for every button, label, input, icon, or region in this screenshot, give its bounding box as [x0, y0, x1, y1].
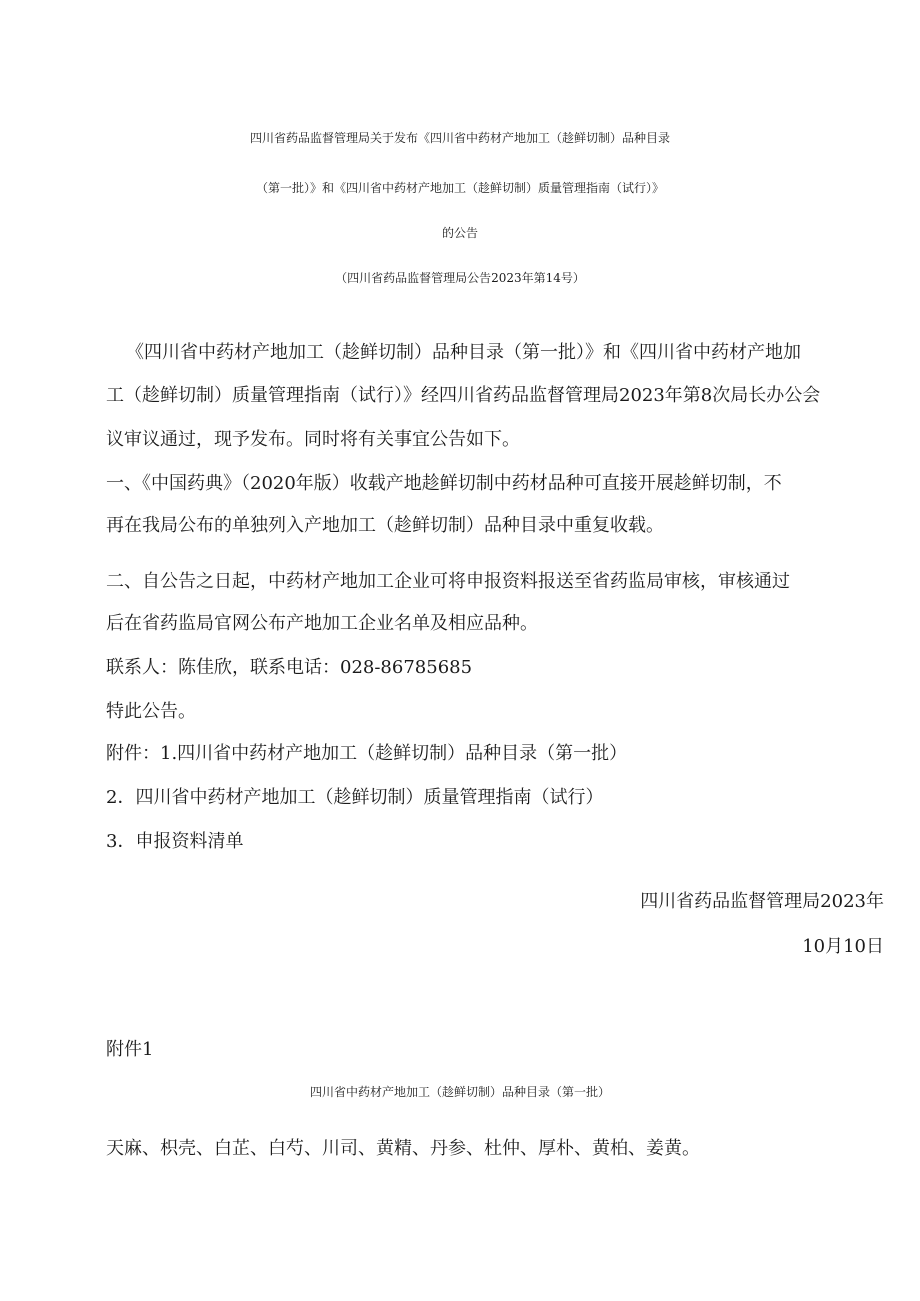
title-line-2: （第一批）》和《四川省中药材产地加工（趁鲜切制）质量管理指南（试行）》 [255, 181, 664, 195]
item-2-line-1: 二、自公告之日起，中药材产地加工企业可将申报资料报送至省药监局审核，审核通过 [106, 571, 790, 592]
intro-line-3: 议审议通过，现予发布。同时将有关事宜公告如下。 [106, 429, 520, 450]
appendix-variety-list: 天麻、枳壳、白芷、白芍、川司、黄精、丹参、杜仲、厚朴、黄柏、姜黄。 [106, 1138, 700, 1159]
attachment-item-1: 附件：1.四川省中药材产地加工（趁鲜切制）品种目录（第一批） [106, 743, 628, 764]
appendix-label: 附件1 [106, 1039, 154, 1060]
intro-line-1: 《四川省中药材产地加工（趁鲜切制）品种目录（第一批）》和《四川省中药材产地加 [126, 342, 801, 363]
attachment-item-2: 2．四川省中药材产地加工（趁鲜切制）质量管理指南（试行） [106, 787, 604, 808]
title-line-1: 四川省药品监督管理局关于发布《四川省中药材产地加工（趁鲜切制）品种目录 [249, 131, 670, 145]
signature-issuer: 四川省药品监督管理局2023年 [640, 891, 884, 912]
title-line-3: 的公告 [441, 226, 478, 240]
contact-line: 联系人：陈佳欣，联系电话：028-86785685 [106, 657, 473, 678]
attachment-item-3: 3．申报资料清单 [106, 831, 244, 852]
document-number: （四川省药品监督管理局公告2023年第14号） [335, 271, 585, 285]
appendix-title: 四川省中药材产地加工（趁鲜切制）品种目录（第一批） [309, 1085, 610, 1099]
closing-line: 特此公告。 [106, 701, 196, 722]
item-2-line-2: 后在省药监局官网公布产地加工企业名单及相应品种。 [106, 613, 538, 634]
item-1-line-2: 再在我局公布的单独列入产地加工（趁鲜切制）品种目录中重复收载。 [106, 515, 664, 536]
signature-date: 10月10日 [802, 936, 884, 957]
item-1-line-1: 一、《中国药典》（2020年版）收载产地趁鲜切制中药材品种可直接开展趁鲜切制，不 [106, 473, 782, 494]
intro-line-2: 工（趁鲜切制）质量管理指南（试行）》经四川省药品监督管理局2023年第8次局长办公会 [106, 385, 821, 406]
